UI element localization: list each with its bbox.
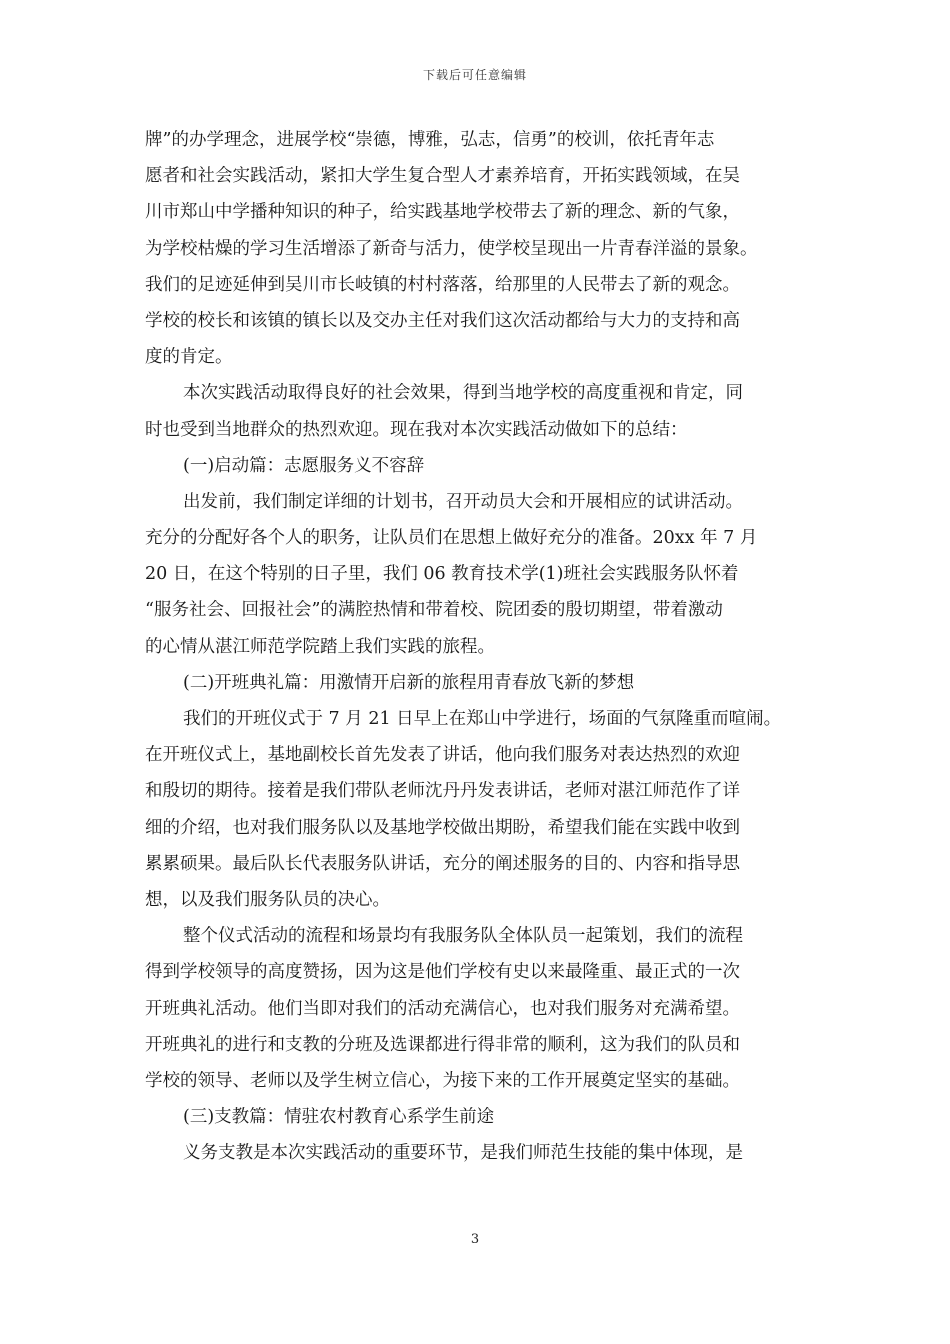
text-line: 整个仪式活动的流程和场景均有我服务队全体队员一起策划，我们的流程 [183,926,743,947]
text-line: 义务支教是本次实践活动的重要环节，是我们师范生技能的集中体现，是 [183,1143,743,1164]
text-line: 度的肯定。 [145,347,233,368]
text-line: 愿者和社会实践活动，紧扣大学生复合型人才素养培育，开拓实践领域，在吴 [145,166,740,187]
text-line: 牌”的办学理念，进展学校“崇德，博雅，弘志，信勇”的校训，依托青年志 [145,130,715,150]
text-line: 20 日，在这个特别的日子里，我们 06 教育技术学(1)班社会实践服务队怀着 [145,564,739,585]
text-line: (三)支教篇：情驻农村教育心系学生前途 [183,1107,495,1128]
text-line: 想，以及我们服务队员的决心。 [145,889,390,910]
text-line: 细的介绍，也对我们服务队以及基地学校做出期盼，希望我们能在实践中收到 [145,817,740,838]
text-line: 学校的校长和该镇的镇长以及交办主任对我们这次活动都给与大力的支持和高 [145,310,740,331]
text-line: (一)启动篇：志愿服务义不容辞 [183,455,425,476]
text-line: 为学校枯燥的学习生活增添了新奇与活力，使学校呈现出一片青春洋溢的景象。 [145,238,758,259]
text-line: 累累硕果。最后队长代表服务队讲话，充分的阐述服务的目的、内容和指导思 [145,853,740,874]
text-line: 我们的足迹延伸到吴川市长岐镇的村村落落，给那里的人民带去了新的观念。 [145,274,740,295]
text-line: 我们的开班仪式于 7 月 21 日早上在郑山中学进行，场面的气氛隆重而喧闹。 [183,709,782,729]
text-line: 出发前，我们制定详细的计划书，召开动员大会和开展相应的试讲活动。 [183,491,743,512]
text-line: 开班典礼活动。他们当即对我们的活动充满信心，也对我们服务对充满希望。 [145,998,740,1019]
document-body [145,122,809,1171]
text-line: 开班典礼的进行和支教的分班及选课都进行得非常的顺利，这为我们的队员和 [145,1034,740,1055]
page-header: 下载后可任意编辑 [422,68,527,82]
text-line: 在开班仪式上，基地副校长首先发表了讲话，他向我们服务对表达热烈的欢迎 [145,745,740,766]
text-line: 和殷切的期待。接着是我们带队老师沈丹丹发表讲话，老师对湛江师范作了详 [145,781,740,802]
text-line: 时也受到当地群众的热烈欢迎。现在我对本次实践活动做如下的总结： [145,419,688,440]
text-line: 充分的分配好各个人的职务，让队员们在思想上做好充分的准备。20xx 年 7 月 [145,528,758,549]
text-line: 的心情从湛江师范学院踏上我们实践的旅程。 [145,636,495,657]
text-line: (二)开班典礼篇：用激情开启新的旅程用青春放飞新的梦想 [183,672,635,693]
text-line: 川市郑山中学播种知识的种子，给实践基地学校带去了新的理念、新的气象， [145,202,740,223]
text-line: 学校的领导、老师以及学生树立信心，为接下来的工作开展奠定坚实的基础。 [145,1070,740,1091]
page-number: 3 [470,1232,480,1247]
text-line: 本次实践活动取得良好的社会效果，得到当地学校的高度重视和肯定，同 [183,383,743,404]
text-line: “服务社会、回报社会”的满腔热情和带着校、院团委的殷切期望，带着激动 [145,600,723,621]
text-line: 得到学校领导的高度赞扬，因为这是他们学校有史以来最隆重、最正式的一次 [145,962,740,983]
